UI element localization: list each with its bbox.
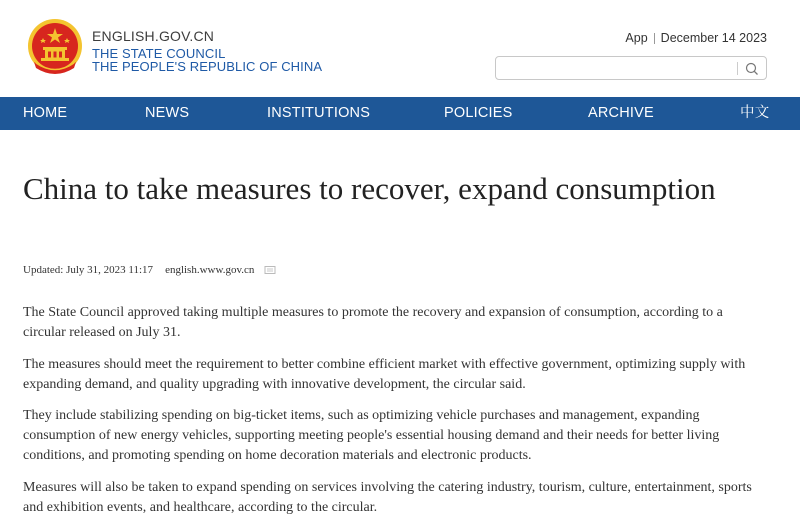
utility-separator	[654, 33, 655, 44]
nav-item-news[interactable]: NEWS	[145, 105, 190, 121]
top-utility-bar	[625, 31, 767, 45]
search-icon[interactable]	[745, 62, 759, 76]
search-box[interactable]	[495, 56, 767, 80]
site-name[interactable]: ENGLISH.GOV.CN	[92, 28, 215, 44]
app-link[interactable]: App	[625, 31, 648, 45]
nav-item-home[interactable]: HOME	[23, 105, 68, 121]
article-paragraph: The measures should meet the requirement to better combine efficient market with effective government, optimizing supply with expanding demand, and quality upgrading with innovative development, the circular said.	[23, 357, 746, 392]
nav-item-chinese[interactable]: 中文	[740, 105, 770, 121]
national-emblem-icon[interactable]	[24, 16, 86, 78]
document-icon[interactable]	[264, 266, 276, 274]
current-date: December 14 2023	[660, 31, 767, 45]
article-paragraph: Measures will also be taken to expand spending on services involving the catering industry, tourism, culture, entertainment, sports and exhibition events, and healthcare, according to the circular.	[23, 480, 752, 515]
nav-item-policies[interactable]: POLICIES	[444, 105, 513, 121]
site-subtitle-prc[interactable]: THE PEOPLE'S REPUBLIC OF CHINA	[92, 59, 323, 74]
search-input[interactable]	[502, 60, 732, 76]
nav-item-archive[interactable]: ARCHIVE	[588, 105, 654, 121]
article-paragraph: The State Council approved taking multiple measures to promote the recovery and expansion of consumption, according to a circular released on July 31.	[23, 305, 723, 340]
article-source: english.www.gov.cn	[165, 264, 255, 276]
site-header	[0, 0, 800, 97]
main-nav	[0, 97, 800, 130]
site-subtitle-state-council[interactable]: THE STATE COUNCIL	[92, 46, 226, 61]
article-updated: Updated: July 31, 2023 11:17	[23, 264, 154, 276]
search-divider	[737, 62, 738, 75]
nav-item-institutions[interactable]: INSTITUTIONS	[267, 105, 371, 121]
article-title: China to take measures to recover, expand consumption	[23, 171, 716, 206]
article-meta	[23, 264, 276, 276]
article-paragraph: They include stabilizing spending on big-ticket items, such as optimizing vehicle purchases and management, expanding consumption of new energy vehicles, supporting meeting people's essential housing demand and their needs for better living conditions, and promoting spending on home decoration materials and electronic products.	[23, 408, 720, 463]
